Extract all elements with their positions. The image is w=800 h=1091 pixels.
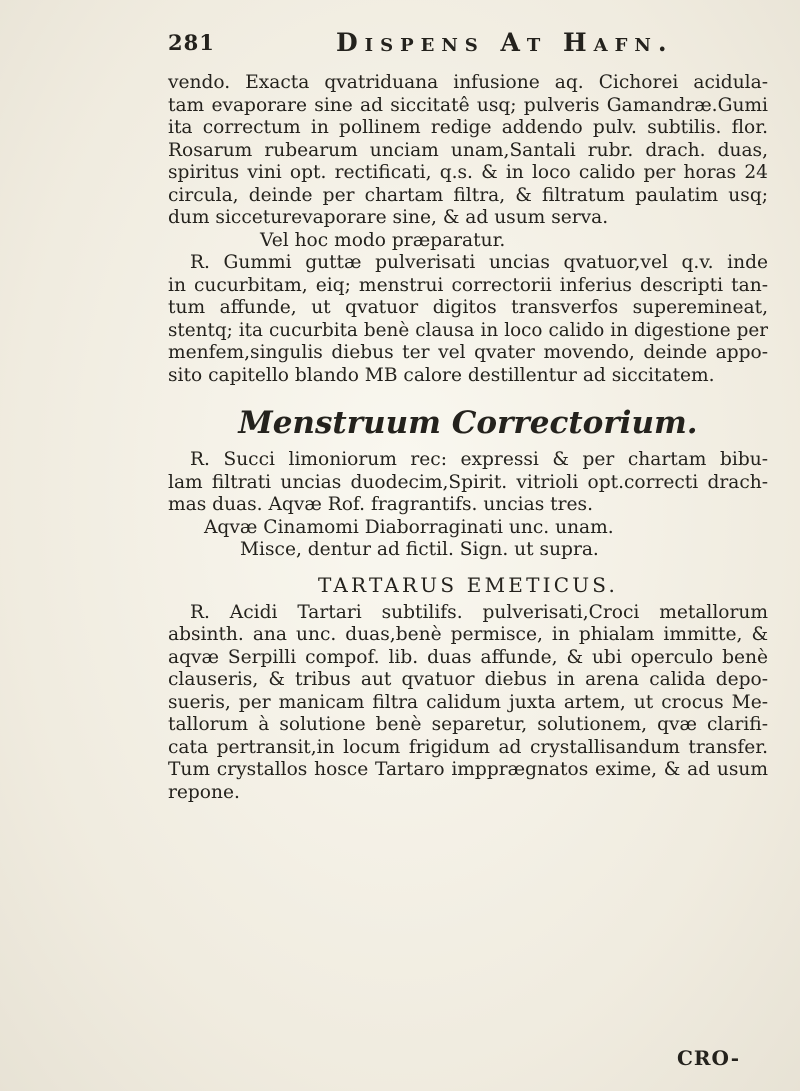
text-line: tallorum à solutione benè separetur, solutionem, qvæ clarifi- <box>168 714 768 735</box>
section-title: Menstruum Correctorium. <box>238 405 698 441</box>
page-number: 281 <box>168 30 215 55</box>
text-line: Rosarum rubearum unciam unam,Santali rubr. drach. duas, <box>168 139 768 161</box>
text-line: cata pertransit,in locum frigidum ad crystallisandum transfer. <box>168 736 768 758</box>
text-line: menfem,singulis diebus ter vel qvater movendo, deinde appo- <box>168 342 768 363</box>
text-line: tum affunde, ut qvatuor digitos transverfos superemineat, <box>168 297 768 318</box>
page-header <box>168 30 768 66</box>
text-line: ita correctum in pollinem redige addendo pulv. subtilis. flor. <box>168 117 768 138</box>
text-line: stentq; ita cucurbita benè clausa in loco calido in digestione per <box>168 319 768 341</box>
text-line: Tum crystallos hosce Tartaro impprægnatos exime, & ad usum <box>168 759 768 780</box>
text-line: spiritus vini opt. rectificati, q.s. & in loco calido per horas 24 <box>168 162 768 183</box>
caps-title: TARTARUS EMETICUS. <box>317 572 619 597</box>
text-line: lam filtrati uncias duodecim,Spirit. vitrioli opt.correcti drach- <box>168 471 768 493</box>
text-line: Misce, dentur ad fictil. Sign. ut supra. <box>240 539 599 560</box>
text-line: dum sicceturevaporare sine, & ad usum serva. <box>168 207 609 228</box>
text-line: clauseris, & tribus aut qvatuor diebus in arena calida depo- <box>168 669 768 690</box>
text-line: aqvæ Serpilli compof. lib. duas affunde, & ubi operculo benè <box>168 646 768 668</box>
text-line: in cucurbitam, eiq; menstrui correctorii inferius descripti tan- <box>168 274 768 296</box>
text-line: vendo. Exacta qvatriduana infusione aq. Cichorei acidula- <box>168 72 768 93</box>
running-head: Dispens At Hafn. <box>336 28 674 57</box>
text-line: R. Acidi Tartari subtilifs. pulverisati,Croci metallorum <box>190 601 768 623</box>
text-line: Aqvæ Cinamomi Diaborraginati unc. unam. <box>204 516 614 538</box>
text-line: mas duas. Aqvæ Rof. fragrantifs. uncias tres. <box>168 494 593 515</box>
text-line: tam evaporare sine ad siccitatê usq; pulveris Gamandræ.Gumi <box>168 94 768 116</box>
subheading: Vel hoc modo præparatur. <box>260 229 506 251</box>
body-text <box>168 72 768 804</box>
text-line: R. Succi limoniorum rec: expressi & per chartam bibu- <box>190 449 768 470</box>
text-line: circula, deinde per chartam filtra, & filtratum paulatim usq; <box>168 184 768 206</box>
text-line: sueris, per manicam filtra calidum juxta artem, ut crocus Me- <box>168 691 768 713</box>
text-line: repone. <box>168 781 240 803</box>
catchword: CRO- <box>677 1046 740 1070</box>
text-line: R. Gummi guttæ pulverisati uncias qvatuor,vel q.v. inde <box>190 252 768 273</box>
text-line: sito capitello blando MB calore destillentur ad siccitatem. <box>168 364 715 386</box>
text-line: absinth. ana unc. duas,benè permisce, in phialam immitte, & <box>168 624 768 645</box>
